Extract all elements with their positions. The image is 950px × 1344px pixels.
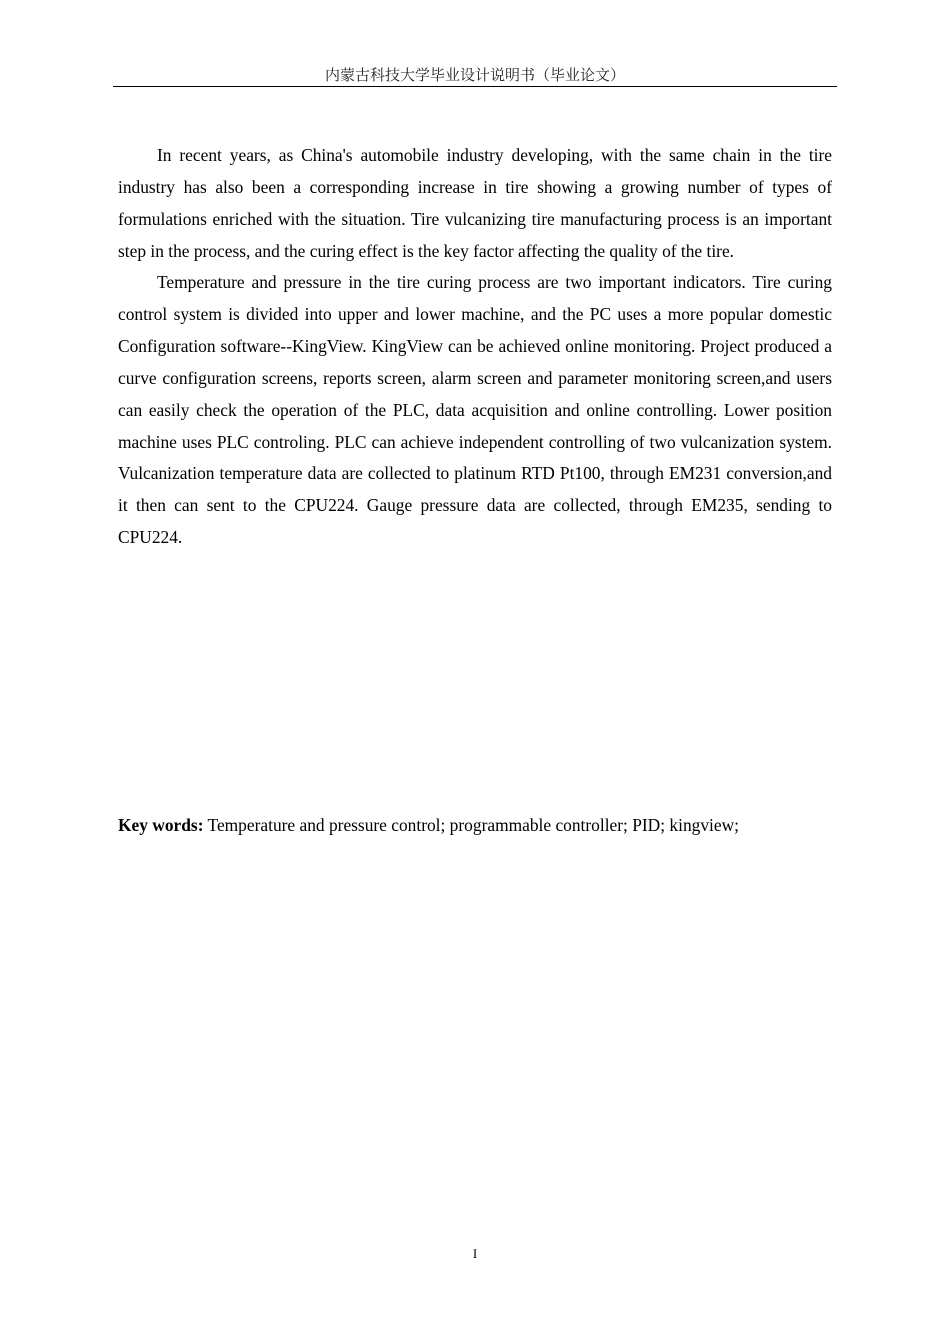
abstract-paragraph-2: Temperature and pressure in the tire curing process are two important indicators. Tire curing control system is divided into upper and lower machine, and the PC uses a more popular domestic Configuration software--KingView. KingView can be achieved online monitoring. Project produced a curve configuration screens, reports screen, alarm screen and parameter monitoring screen,and users can easily check the operation of the PLC, data acquisition and online controlling. Lower position machine uses PLC controling. PLC can achieve independent controlling of two vulcanization system. Vulcanization temperature data are collected to platinum RTD Pt100, through EM231 conversion,and it then can sent to the CPU224. Gauge pressure data are collected, through EM235, sending to CPU224. <box>118 272 832 548</box>
page-number: I <box>472 1246 478 1261</box>
header-rule <box>113 86 837 87</box>
keywords-text: Temperature and pressure control; programmable controller; PID; kingview; <box>203 815 739 835</box>
abstract-paragraph-1: In recent years, as China's automobile industry developing, with the same chain in the tire industry has also been a corresponding increase in tire showing a growing number of types of formulations enriched with the situation. Tire vulcanizing tire manufacturing process is an important step in the process, and the curing effect is the key factor affecting the quality of the tire. <box>118 145 832 261</box>
keywords-label: Key words: <box>118 815 204 835</box>
running-header: 内蒙古科技大学毕业设计说明书（毕业论文） <box>324 66 625 84</box>
abstract-body <box>118 140 832 554</box>
keywords-line <box>118 810 832 841</box>
